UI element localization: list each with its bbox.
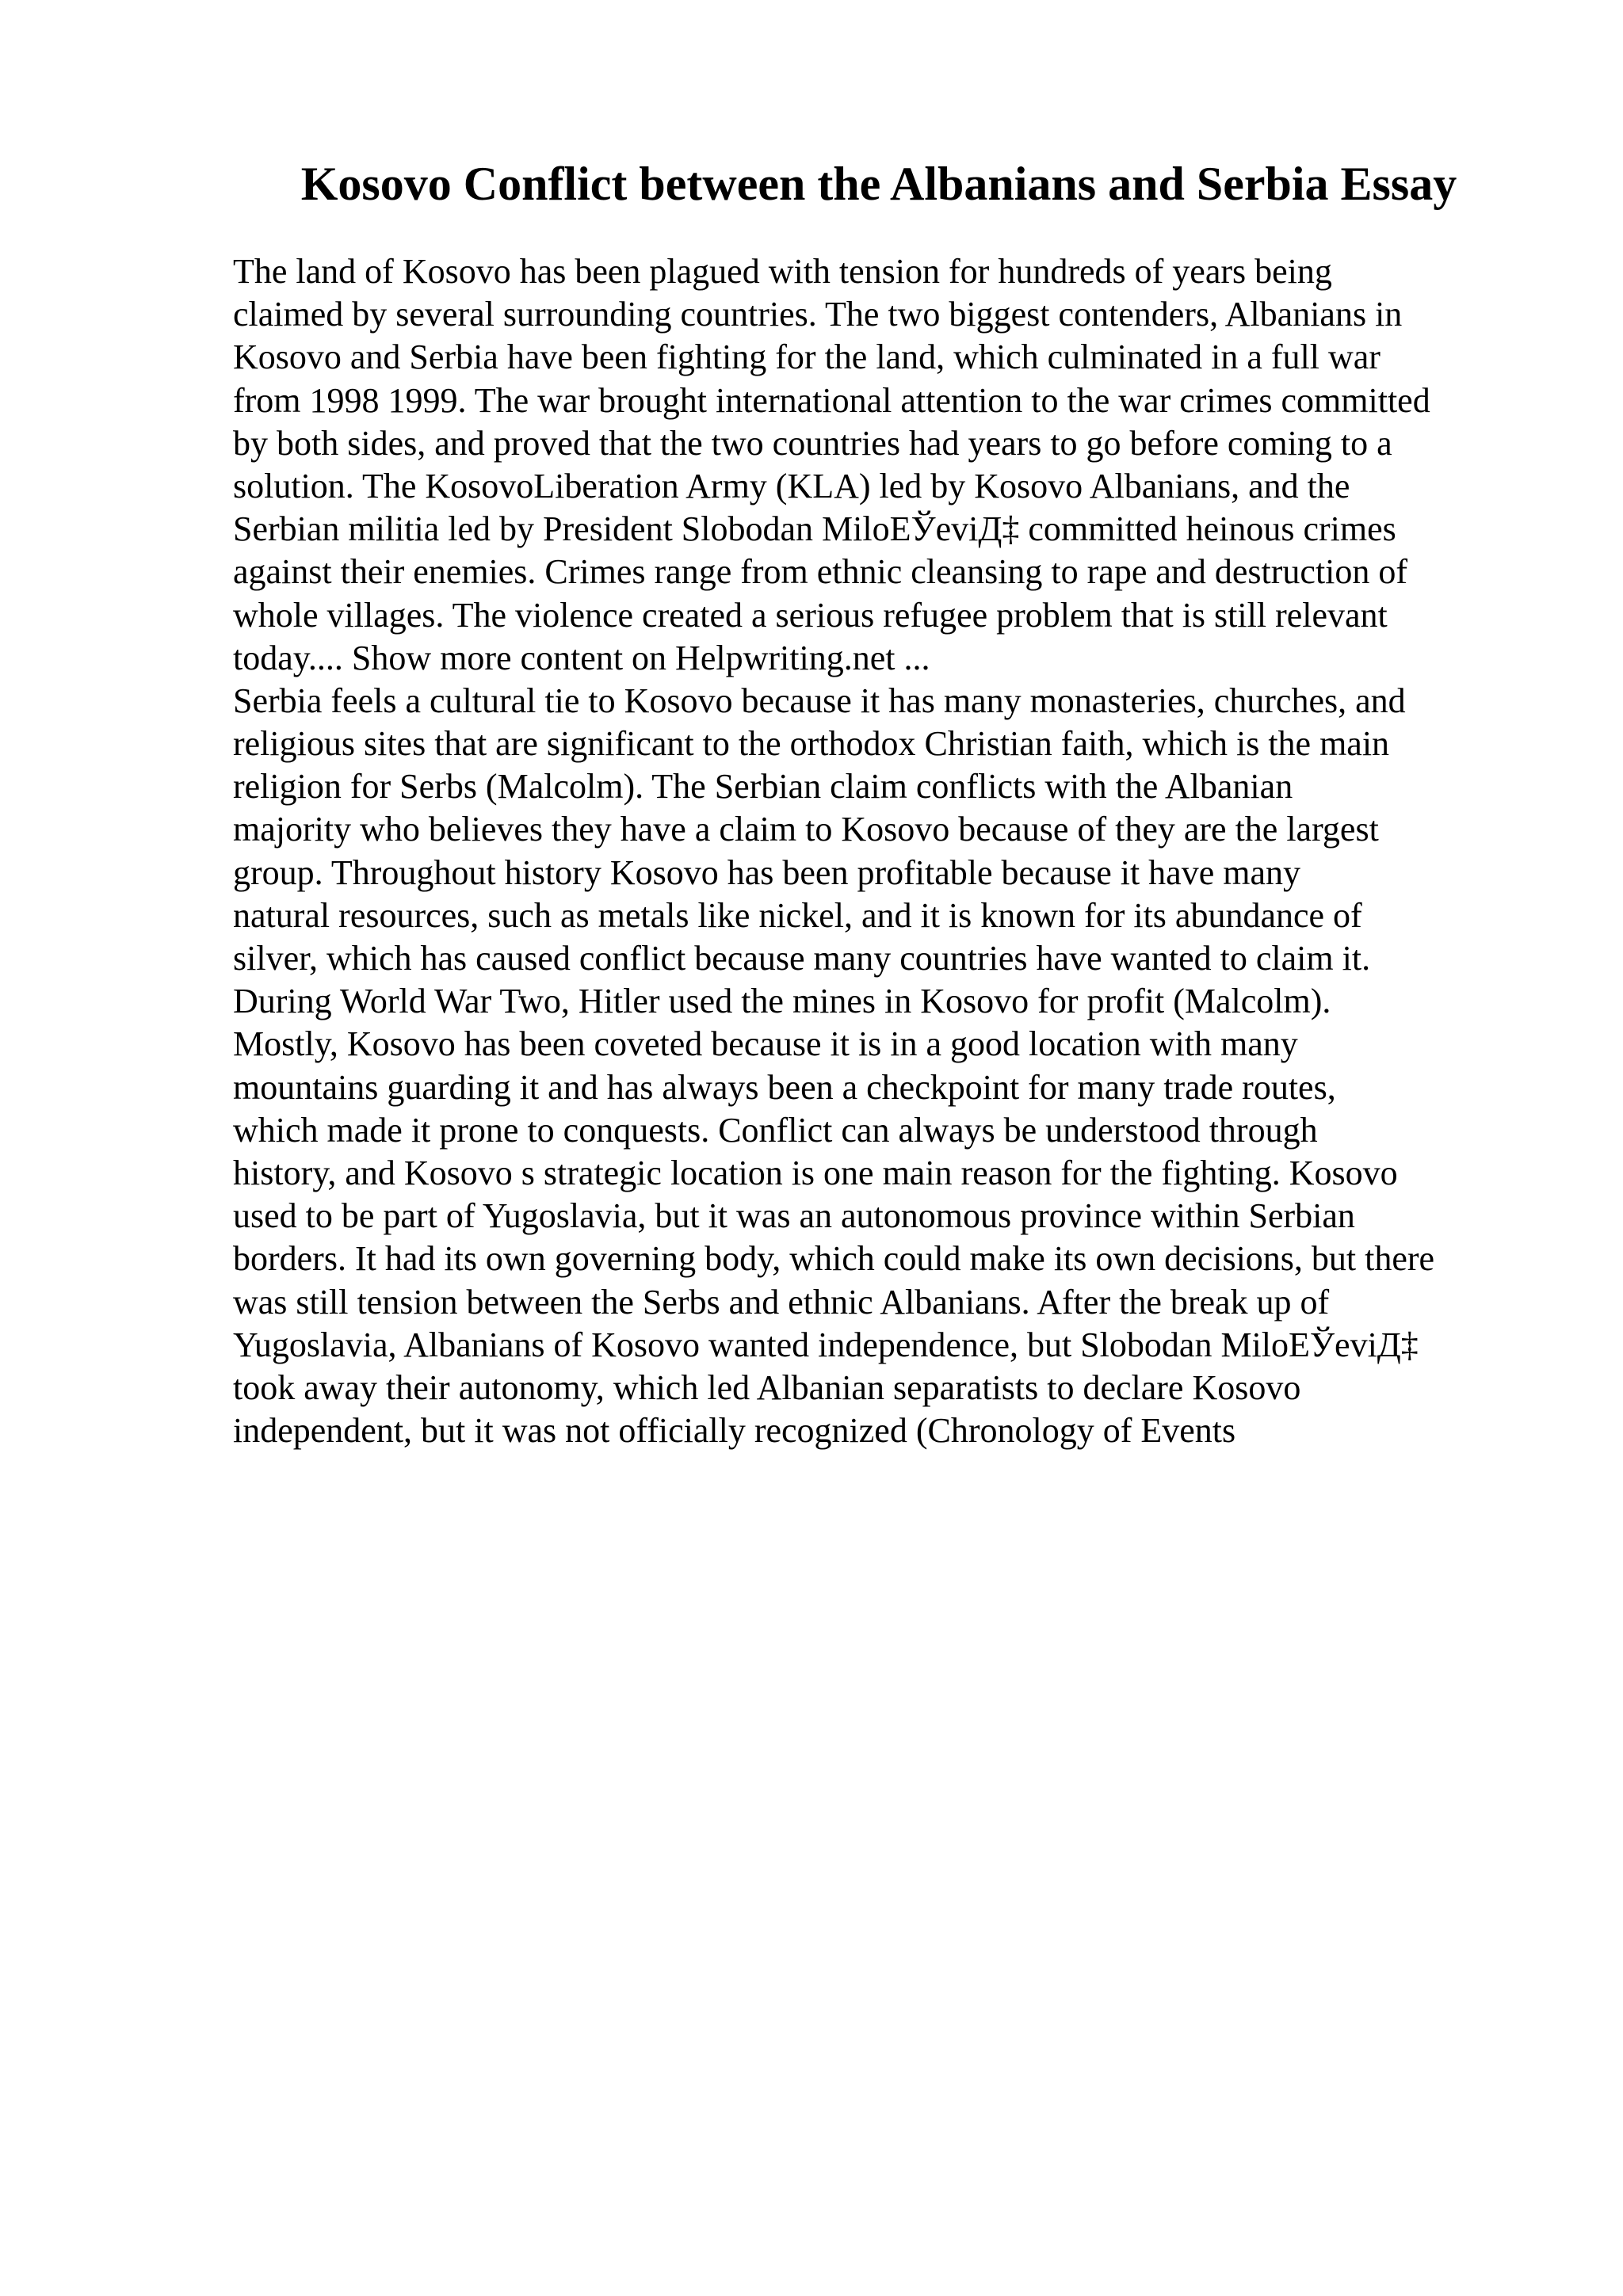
body-line: mountains guarding it and has always been a checkpoint for many trade routes,	[233, 1067, 1336, 1107]
body-line: today.... Show more content on Helpwriting.net ...	[233, 638, 930, 677]
body-line: by both sides, and proved that the two countries had years to go before coming to a	[233, 423, 1392, 463]
body-line: silver, which has caused conflict because many countries have wanted to claim it.	[233, 939, 1371, 978]
body-line: religious sites that are significant to the orthodox Christian faith, which is the main	[233, 724, 1390, 764]
document-body	[233, 250, 1596, 1452]
body-line: took away their autonomy, which led Albanian separatists to declare Kosovo	[233, 1367, 1301, 1407]
body-line: natural resources, such as metals like nickel, and it is known for its abundance of	[233, 895, 1362, 935]
body-line: whole villages. The violence created a serious refugee problem that is still relevant	[233, 595, 1388, 635]
body-line: against their enemies. Crimes range from ethnic cleansing to rape and destruction of	[233, 552, 1408, 592]
body-line: During World War Two, Hitler used the mines in Kosovo for profit (Malcolm).	[233, 982, 1331, 1021]
body-line: group. Throughout history Kosovo has been profitable because it have many	[233, 852, 1300, 892]
body-line: majority who believes they have a claim to Kosovo because of they are the largest	[233, 810, 1379, 849]
body-line: history, and Kosovo s strategic location is one main reason for the fighting. Kosovo	[233, 1153, 1398, 1192]
body-line: claimed by several surrounding countries. The two biggest contenders, Albanians in	[233, 295, 1403, 334]
body-line: religion for Serbs (Malcolm). The Serbian claim conflicts with the Albanian	[233, 767, 1293, 807]
body-line: from 1998 1999. The war brought international attention to the war crimes committed	[233, 380, 1430, 420]
body-line: was still tension between the Serbs and ethnic Albanians. After the break up of	[233, 1282, 1330, 1322]
body-line: Serbia feels a cultural tie to Kosovo because it has many monasteries, churches, and	[233, 681, 1406, 720]
document-title: Kosovo Conflict between the Albanians and Serbia Essay	[300, 158, 1457, 210]
body-line: which made it prone to conquests. Conflict can always be understood through	[233, 1110, 1318, 1150]
body-line: The land of Kosovo has been plagued with tension for hundreds of years being	[233, 252, 1332, 291]
body-line: Kosovo and Serbia have been fighting for the land, which culminated in a full war	[233, 338, 1381, 377]
body-line: independent, but it was not officially recognized (Chronology of Events	[233, 1411, 1236, 1451]
body-line: solution. The KosovoLiberation Army (KLA) led by Kosovo Albanians, and the	[233, 466, 1350, 505]
body-line: borders. It had its own governing body, which could make its own decisions, but there	[233, 1239, 1435, 1279]
body-line: used to be part of Yugoslavia, but it was an autonomous province within Serbian	[233, 1196, 1355, 1236]
body-line: Serbian militia led by President Slobodan MiloЕЎeviД‡ committed heinous crimes	[233, 509, 1396, 549]
body-line: Mostly, Kosovo has been coveted because it is in a good location with many	[233, 1024, 1298, 1064]
body-line: Yugoslavia, Albanians of Kosovo wanted independence, but Slobodan MiloЕЎeviД‡	[233, 1325, 1419, 1364]
